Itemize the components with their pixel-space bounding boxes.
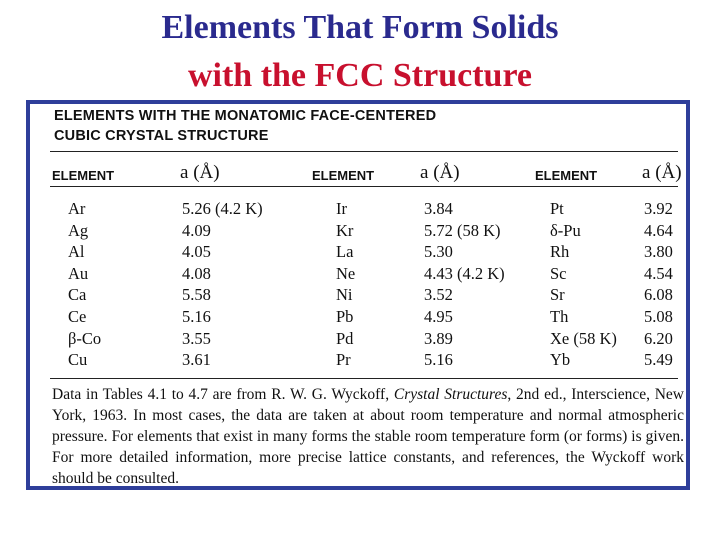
- element-cell: Th: [550, 306, 569, 326]
- element-cell: Pr: [336, 350, 351, 370]
- column-header-lattice-1: [180, 162, 220, 184]
- lattice-unit: (Å): [655, 162, 682, 183]
- element-cell: Sr: [550, 285, 565, 305]
- element-cell: Pt: [550, 199, 564, 218]
- column-header-element-3: ELEMENT: [535, 168, 598, 183]
- lattice-column-2: [424, 198, 505, 371]
- lattice-value-cell: 4.08: [182, 263, 211, 283]
- element-cell: Pd: [336, 328, 354, 348]
- lattice-value-cell: 5.30: [424, 242, 453, 262]
- lattice-unit: (Å): [433, 162, 460, 183]
- column-header-element-1: ELEMENT: [52, 168, 115, 183]
- slide-title-line-2: with the FCC Structure: [187, 57, 533, 94]
- element-cell: δ-Pu: [550, 220, 581, 240]
- table-heading-line-2: CUBIC CRYSTAL STRUCTURE: [54, 128, 269, 144]
- lattice-value-cell: 3.92: [644, 199, 673, 218]
- element-cell: Ca: [68, 285, 87, 305]
- element-column-3: [550, 198, 617, 371]
- bottom-rule: [50, 378, 678, 379]
- lattice-value-cell: 4.43 (4.2 K): [424, 263, 505, 283]
- lattice-unit: (Å): [193, 162, 220, 183]
- lattice-value-cell: 5.72 (58 K): [424, 220, 501, 240]
- lattice-value-cell: 5.08: [644, 306, 673, 326]
- element-cell: Ce: [68, 306, 87, 326]
- element-column-2: [336, 198, 355, 371]
- lattice-value-cell: 5.49: [644, 350, 673, 370]
- element-cell: Pb: [336, 306, 354, 326]
- column-header-element-2: ELEMENT: [312, 168, 375, 183]
- lattice-value-cell: 4.95: [424, 306, 453, 326]
- lattice-value-cell: 3.55: [182, 328, 211, 348]
- element-column-1: [68, 198, 101, 371]
- lattice-value-cell: 5.26 (4.2 K): [182, 199, 263, 218]
- table-footnote: [52, 384, 684, 489]
- element-cell: Ir: [336, 199, 347, 218]
- element-cell: Ag: [68, 220, 89, 240]
- lattice-value-cell: 4.64: [644, 220, 673, 240]
- top-rule: [50, 151, 678, 152]
- lattice-value-cell: 3.84: [424, 199, 453, 218]
- lattice-symbol: a: [180, 162, 189, 183]
- element-cell: Cu: [68, 350, 88, 370]
- lattice-value-cell: 3.89: [424, 328, 453, 348]
- column-header-lattice-3: [642, 162, 682, 184]
- element-cell: Rh: [550, 242, 570, 262]
- header-rule: [50, 186, 678, 187]
- lattice-symbol: a: [420, 162, 429, 183]
- lattice-column-3: [644, 198, 673, 371]
- element-cell: Kr: [336, 220, 354, 240]
- element-cell: Al: [68, 242, 85, 262]
- footnote-book-title: Crystal Structures: [393, 386, 508, 403]
- lattice-column-1: [182, 198, 263, 371]
- lattice-value-cell: 5.16: [424, 350, 453, 370]
- column-header-lattice-2: [420, 162, 460, 184]
- footnote-text-start: Data in Tables 4.1 to 4.7 are from R. W. G. Wyckoff,: [52, 386, 394, 403]
- element-cell: Sc: [550, 263, 567, 283]
- element-cell: Xe (58 K): [550, 328, 617, 348]
- lattice-value-cell: 4.05: [182, 242, 211, 262]
- lattice-value-cell: 4.54: [644, 263, 673, 283]
- element-cell: Au: [68, 263, 89, 283]
- footnote-text-end: , 2nd ed., Interscience, New York, 1963. In most cases, the data are taken at about room temperature and normal atmospheric pressure. For elements that exist in many forms the stable room temperature form (or forms) is given. For more detailed information, more precise lattice constants, and references, the Wyckoff work should be consulted.: [52, 386, 684, 487]
- element-cell: Ne: [336, 263, 356, 283]
- lattice-value-cell: 3.61: [182, 350, 211, 370]
- lattice-value-cell: 5.16: [182, 306, 211, 326]
- table-heading-line-1: ELEMENTS WITH THE MONATOMIC FACE-CENTERED: [54, 108, 437, 124]
- element-cell: La: [336, 242, 354, 262]
- element-cell: Ni: [336, 285, 353, 305]
- lattice-value-cell: 5.58: [182, 285, 211, 305]
- lattice-symbol: a: [642, 162, 651, 183]
- lattice-value-cell: 6.20: [644, 328, 673, 348]
- slide-title-line-1: Elements That Form Solids: [161, 9, 559, 46]
- lattice-value-cell: 3.80: [644, 242, 673, 262]
- lattice-value-cell: 6.08: [644, 285, 673, 305]
- lattice-value-cell: 3.52: [424, 285, 453, 305]
- fcc-table-figure: [26, 100, 690, 490]
- element-cell: Yb: [550, 350, 571, 370]
- element-cell: Ar: [68, 199, 86, 218]
- element-cell: β-Co: [68, 328, 102, 348]
- lattice-value-cell: 4.09: [182, 220, 211, 240]
